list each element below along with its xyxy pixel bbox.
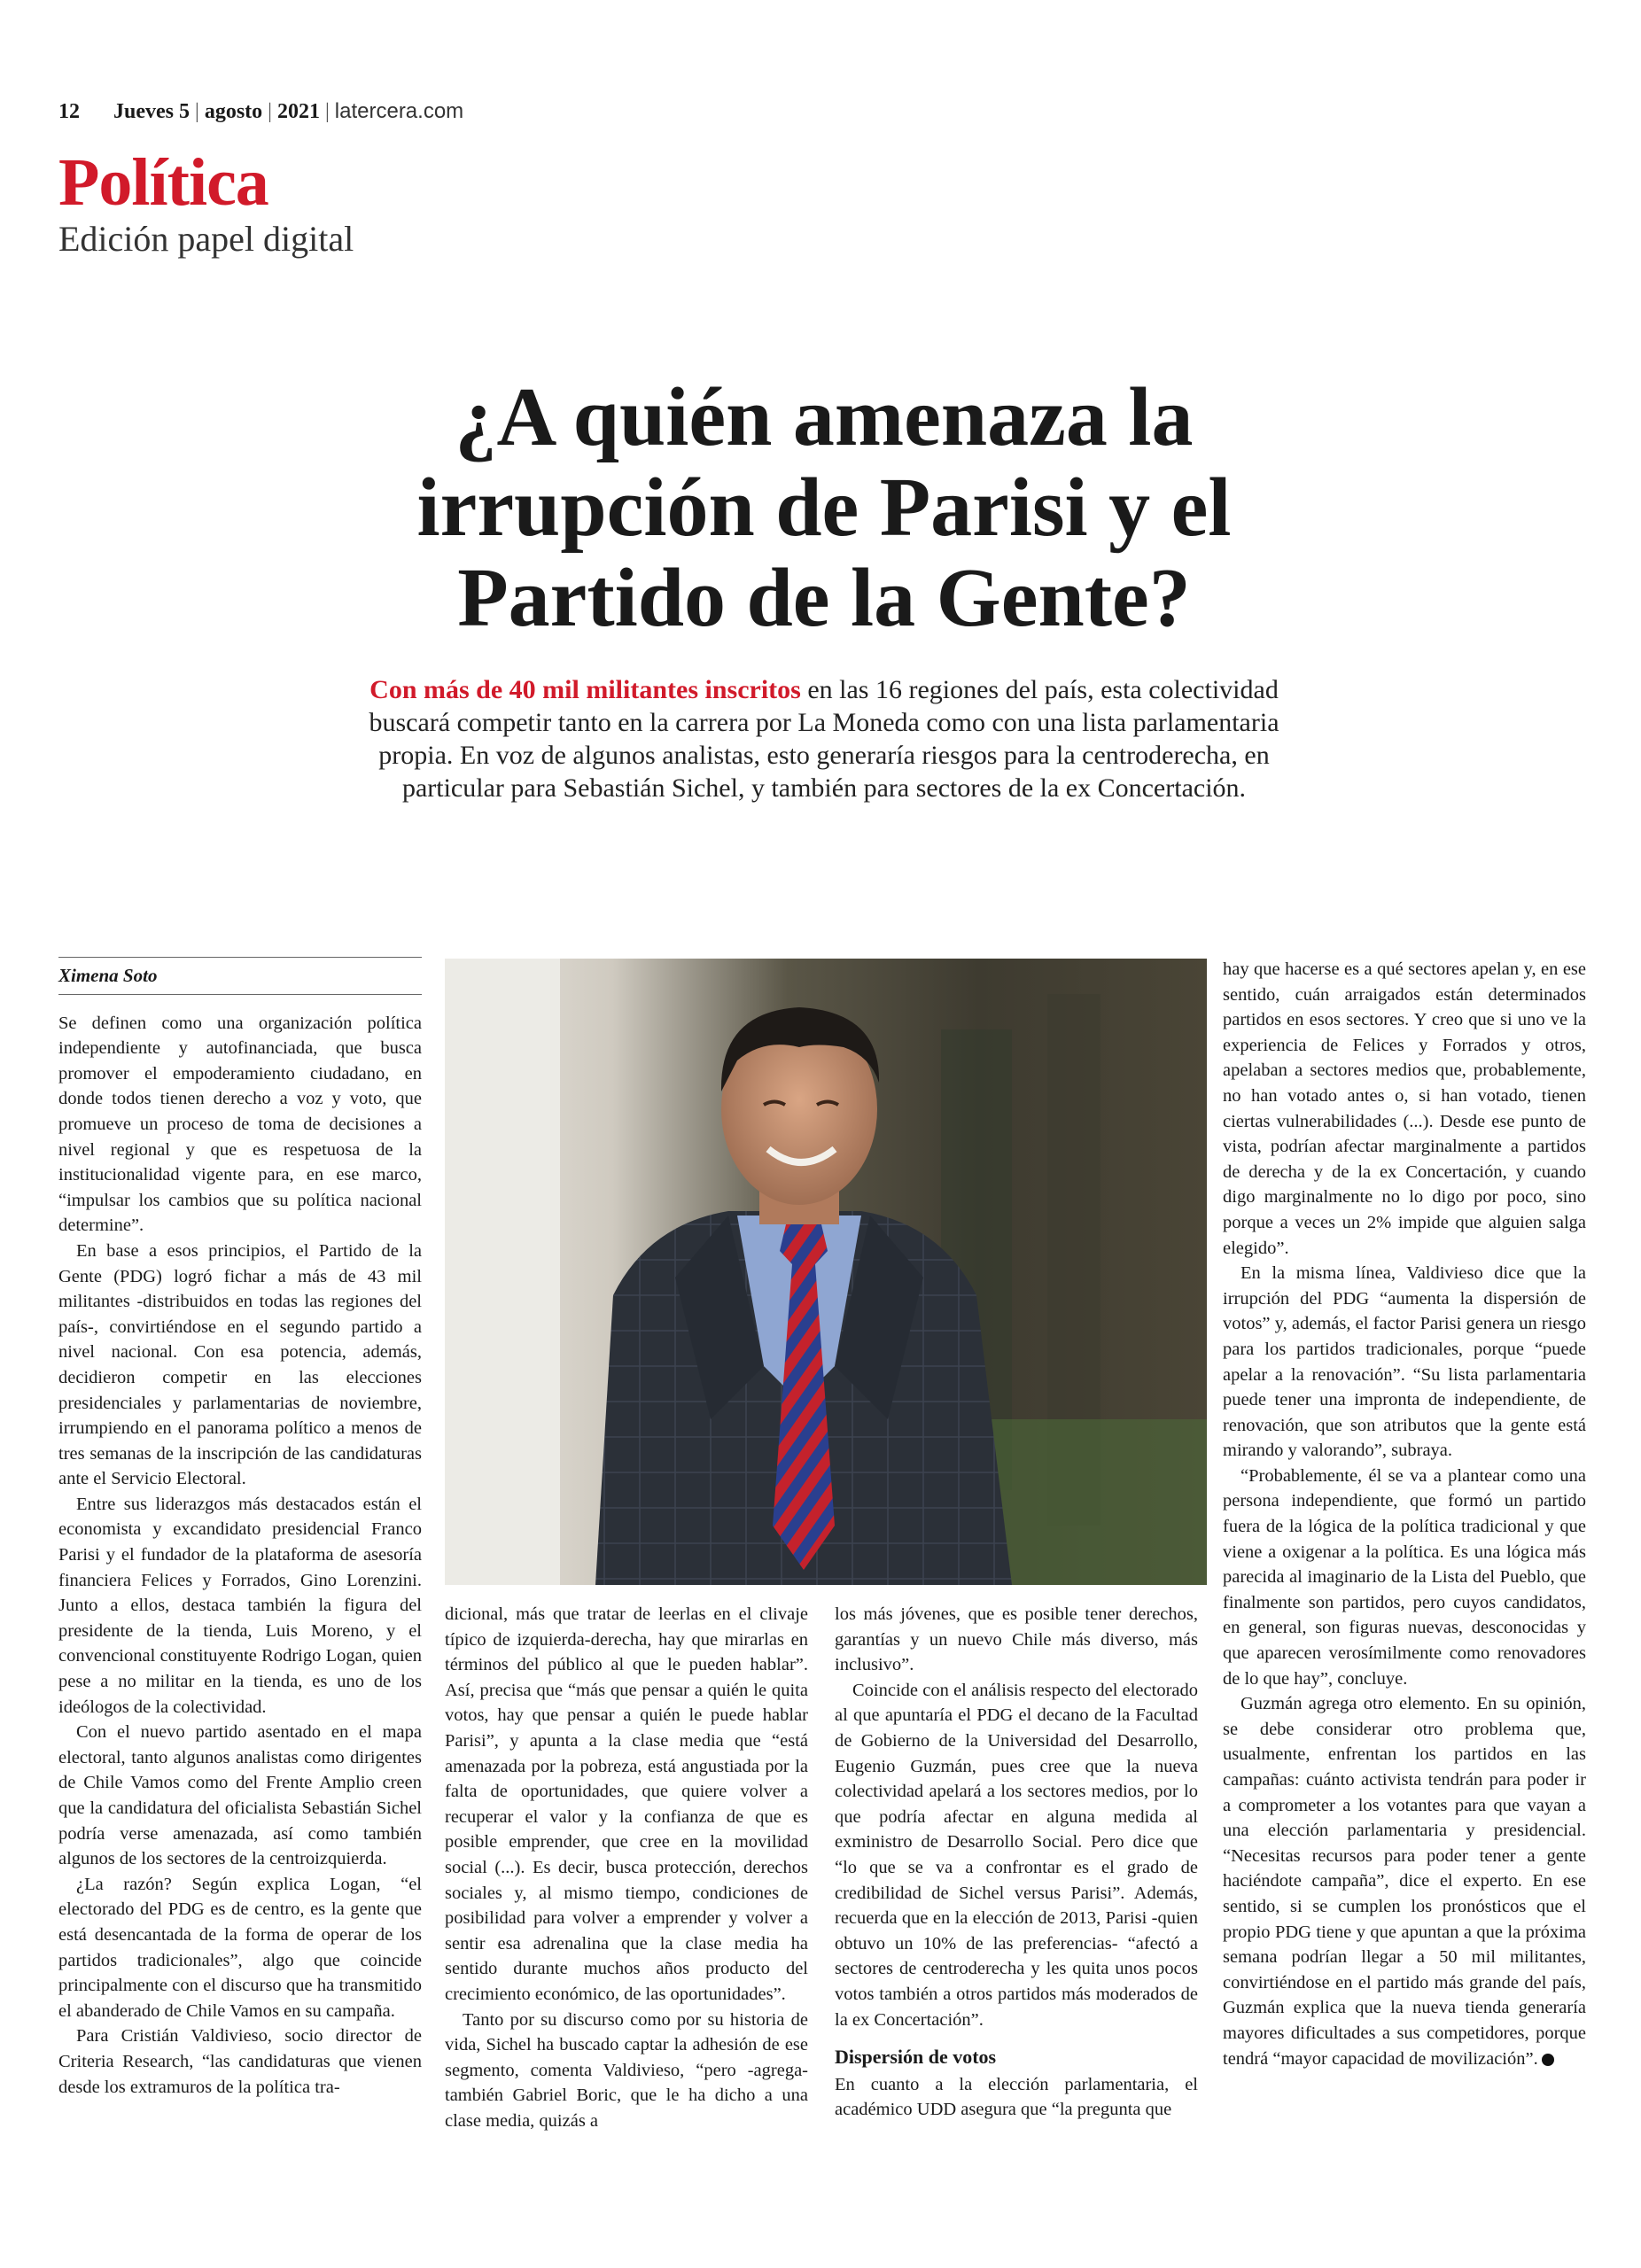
section-subtitle: Edición papel digital xyxy=(58,219,354,259)
headline: ¿A quién amenaza la irrupción de Parisi y el Partido de la Gente? xyxy=(416,371,1232,644)
paragraph xyxy=(1223,1691,1586,2071)
paragraph: Coincide con el análisis respecto del electorado al que apuntaría el PDG el decano de la Facultad de Gobierno de la Universidad del Desarrollo, Eugenio Guzmán, pues cree que la nueva colectividad apelará a los sectores medios, por lo que podría afectar en alguna medida al exministro de Desarrollo Social. Pero dice que “lo que se va a confrontar es el grado de credibilidad de Sichel versus Parisi”. Además, recuerda que en la elección de 2013, Parisi -quien obtuvo un 10% de las preferencias- “afectó a sectores de centroderecha y les quita unos pocos votos también a otros partidos más moderados de la ex Concertación”. xyxy=(835,1680,1198,2030)
column-1 xyxy=(58,957,422,2100)
header-site[interactable]: latercera.com xyxy=(334,99,464,123)
paragraph-text: Guzmán agrega otro elemento. En su opinión, se debe considerar otro problema que, usualmente, enfrentan los partidos en las campañas: cuánto activista tendrán para poder ir a comprometer a los votantes para que vayan a una elección parlamentaria y presidencial. “Necesitas recursos para poder tener a gente haciéndote campaña”, dice el experto. En ese sentido, si se cumplen los pronósticos que el propio PDG tiene y que apuntan a que la próxima semana podrían llegar a 50 mil militantes, convirtiéndose en el partido más grande del país, Guzmán explica que la nueva tienda generaría mayores dificultades a sus competidores, porque tendrá “mayor capacidad de movilización”. xyxy=(1223,1694,1586,2069)
paragraph: los más jóvenes, que es posible tener derechos, garantías y un nuevo Chile más diverso, más inclusivo”. xyxy=(835,1604,1198,1675)
paragraph: En base a esos principios, el Partido de la Gente (PDG) logró fichar a más de 43 mil militantes -distribuidos en todas las regiones del país-, convirtiéndose en el segundo partido a nivel nacional. Con esa potencia, además, decidieron competir en las elecciones presidenciales y parlamentarias de noviembre, irrumpiendo en el panorama político a menos de tres semanas de la inscripción de las candidaturas ante el Servicio Electoral. xyxy=(58,1240,422,1489)
section-title: Política xyxy=(58,145,268,220)
paragraph: hay que hacerse es a qué sectores apelan y, en ese sentido, cuán arraigados están determinados partidos en esos sectores. Y creo que si uno ve la experiencia de Felices y Forrados y otros, apelaban a sectores medios que, probablemente, no han votado antes o, si han votado, tienen ciertas vulnerabilidades (...). Desde ese punto de vista, podrían afectar marginalmente a partidos de derecha y de la ex Concertación, y cuando digo marginalmente no lo digo por poco, sino porque a veces un 2% impide que alguien salga elegido”. xyxy=(1223,959,1586,1258)
header-day: Jueves 5 xyxy=(113,100,190,123)
paragraph: “Probablemente, él se va a plantear como una persona independiente, que formó un partido fuera de la lógica de la política tradicional y que viene a oxigenar a la política. Es una lógica más parecida al imaginario de la Lista del Pueblo, que finalmente son partidos, pero cuyos candidatos, en general, son figuras nuevas, desconocidas y que aparecen verosímilmente como renovadores de lo que hay”, concluye. xyxy=(1223,1465,1586,1689)
portrait-illustration xyxy=(445,959,1207,1585)
header-year: 2021 xyxy=(276,100,320,123)
deck xyxy=(337,673,1311,804)
paragraph: Entre sus liderazgos más destacados están el economista y excandidato presidencial Franco Parisi y el fundador de la plataforma de asesoría financiera Felices y Forrados, Gino Lorenzini. Junto a ellos, destaca también la figura del presidente de la tienda, Luis Moreno, y el convencional constituyente Rodrigo Logan, quien pese a no militar en la tienda, es uno de los ideólogos de la colectividad. xyxy=(58,1494,422,1717)
end-bullet-icon xyxy=(1542,2054,1554,2066)
paragraph: Tanto por su discurso como por su historia de vida, Sichel ha buscado captar la adhesión de ese segmento, comenta Valdivieso, “pero -agrega- también Gabriel Boric, que le ha dicho a una clase media, quizás a xyxy=(445,2009,808,2131)
paragraph: dicional, más que tratar de leerlas en el clivaje típico de izquierda-derecha, hay que mirarlas en términos del público al que le pueden hablar”. Así, precisa que “más que pensar a quién le quita votos, hay que pensar a quién le puede hablar Parisi”, y apunta a la clase media que “está amenazada por la pobreza, está angustiada por la falta de oportunidades, que quiere volver a recuperar el valor y la confianza de que es posible emprender, que cree en la movilidad social (...). Es decir, busca protección, derechos sociales y, al mismo tiempo, condiciones de posibilidad para volver a emprender y volver a sentir esa adrenalina que la clase media ha sentido durante muchos años producto del crecimiento económico, de las oportunidades”. xyxy=(445,1604,808,2004)
paragraph: Para Cristián Valdivieso, socio director de Criteria Research, “las candidaturas que vienen desde los extramuros de la política tra- xyxy=(58,2026,422,2097)
subhead: Dispersión de votos xyxy=(835,2046,997,2069)
column-2 xyxy=(445,1602,808,2133)
deck-highlight: Con más de 40 mil militantes inscritos xyxy=(369,675,801,704)
column-3 xyxy=(835,1602,1198,2123)
byline: Ximena Soto xyxy=(58,957,422,995)
page-number: 12 xyxy=(58,100,80,123)
paragraph: En cuanto a la elección parlamentaria, el académico UDD asegura que “la pregunta que xyxy=(835,2074,1198,2120)
column-4 xyxy=(1223,957,1586,2071)
paragraph: Se definen como una organización política independiente y autofinanciada, que busca promover el empoderamiento ciudadano, en donde todos tienen derecho a voz y voto, que promueve un proceso de toma de decisiones a nivel regional y que es respetuosa de la institucionalidad vigente para, en ese marco, “impulsar los cambios que su política nacional determine”. xyxy=(58,1013,422,1236)
paragraph: Con el nuevo partido asentado en el mapa electoral, tanto algunos analistas como dirigentes de Chile Vamos como del Frente Amplio creen que la candidatura del oficialista Sebastián Sichel podría verse amenazada, así como también algunos de los sectores de la centroizquierda. xyxy=(58,1722,422,1869)
paragraph: ¿La razón? Según explica Logan, “el electorado del PDG es de centro, es la gente que está desencantada de la forma de operar de los partidos tradicionales”, algo que coincide principalmente con el discurso que ha transmitido el abanderado de Chile Vamos en su campaña. xyxy=(58,1874,422,2021)
header-month: agosto xyxy=(204,100,263,123)
portrait-photo xyxy=(445,959,1207,1585)
page-header: 12 Jueves 5 | agosto | 2021 | latercera.com xyxy=(58,99,464,123)
paragraph: En la misma línea, Valdivieso dice que la irrupción del PDG “aumenta la dispersión de votos” y, además, el factor Parisi genera un riesgo para los partidos tradicionales, porque “puede apelar a la renovación”. “Su lista parlamentaria puede tener una impronta de independiente, de renovación, que son atributos que la gente está mirando y valorando”, subraya. xyxy=(1223,1263,1586,1461)
deck-rest: en las 16 regiones del país, esta colectividad buscará competir tanto en la carrera por La Moneda como con una lista parlamentaria propia. En voz de algunos analistas, esto generaría riesgos para la centroderecha, en particular para Sebastián Sichel, y también para sectores de la ex Concertación. xyxy=(369,675,1279,803)
